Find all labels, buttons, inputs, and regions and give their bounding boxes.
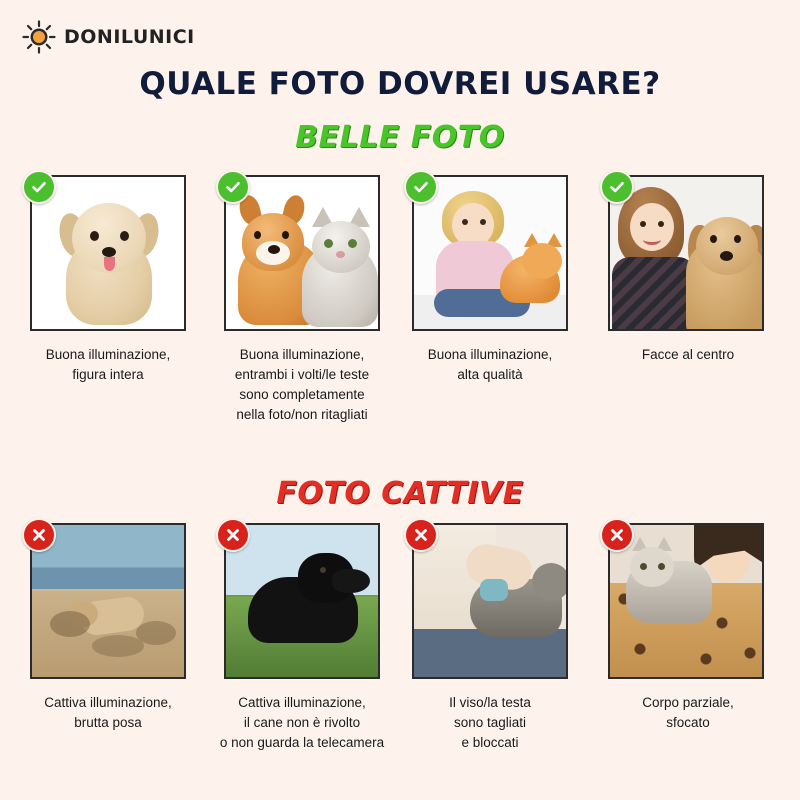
section-title-bad: FOTO CATTIVE <box>276 476 524 511</box>
good-caption-4 <box>583 345 793 365</box>
good-photo-card-2 <box>224 175 380 331</box>
section-title-good: BELLE FOTO <box>295 120 505 155</box>
cross-circle-icon <box>216 518 250 552</box>
photo-toddler-with-orange-cat <box>414 177 566 329</box>
caption-line: Buona illuminazione, <box>427 347 553 362</box>
caption-line: il cane non è rivolto <box>243 715 361 730</box>
cross-circle-icon <box>22 518 56 552</box>
cross-circle-icon <box>404 518 438 552</box>
check-circle-icon <box>22 170 56 204</box>
caption-line: Il viso/la testa <box>449 695 531 710</box>
good-caption-1 <box>3 345 213 385</box>
photo-corgi-and-grey-cat <box>226 177 378 329</box>
good-photos-row <box>0 165 800 422</box>
caption-line: Cattiva illuminazione, <box>44 695 172 710</box>
photo-dog-digging-in-sand <box>32 525 184 677</box>
bad-photo-card-1 <box>30 523 186 679</box>
check-circle-icon <box>216 170 250 204</box>
check-circle-icon <box>404 170 438 204</box>
good-photo-card-4 <box>608 175 764 331</box>
bad-photos-row <box>0 513 800 750</box>
good-caption-2 <box>197 345 407 425</box>
check-circle-icon <box>600 170 634 204</box>
good-photo-card-3 <box>412 175 568 331</box>
bad-photo-card-4 <box>608 523 764 679</box>
bad-photo-card-3 <box>412 523 568 679</box>
caption-line: nella foto/non ritagliati <box>236 407 368 422</box>
caption-line: o non guarda la telecamera <box>219 735 385 750</box>
page-title: QUALE FOTO DOVREI USARE? <box>139 66 661 102</box>
brand-name: DONILUNICI <box>64 26 195 48</box>
caption-line: Corpo parziale, <box>642 695 734 710</box>
caption-line: Buona illuminazione, <box>45 347 171 362</box>
bad-caption-2 <box>197 693 407 753</box>
bad-photo-card-2 <box>224 523 380 679</box>
caption-line: brutta posa <box>74 715 142 730</box>
cross-circle-icon <box>600 518 634 552</box>
photo-girl-with-spaniel <box>610 177 762 329</box>
caption-line: sono completamente <box>239 387 365 402</box>
caption-line: Facce al centro <box>641 347 735 362</box>
caption-line: figura intera <box>72 367 144 382</box>
caption-line: Cattiva illuminazione, <box>238 695 366 710</box>
caption-line: e bloccati <box>461 735 519 750</box>
photo-puppy-cream-on-white <box>32 177 184 329</box>
photo-person-brushing-cat-cropped <box>414 525 566 677</box>
caption-line: Buona illuminazione, <box>239 347 365 362</box>
sun-burst-icon <box>22 20 56 54</box>
good-photo-card-1 <box>30 175 186 331</box>
photo-woman-with-cat-blurred <box>610 525 762 677</box>
caption-line: sono tagliati <box>453 715 527 730</box>
brand-logo <box>22 20 195 54</box>
caption-line: sfocato <box>666 715 710 730</box>
good-caption-3 <box>385 345 595 385</box>
photo-black-dog-on-grass <box>226 525 378 677</box>
caption-line: entrambi i volti/le teste <box>234 367 370 382</box>
bad-caption-1 <box>3 693 213 733</box>
caption-line: alta qualità <box>457 367 523 382</box>
bad-caption-4 <box>583 693 793 733</box>
bad-caption-3 <box>385 693 595 753</box>
